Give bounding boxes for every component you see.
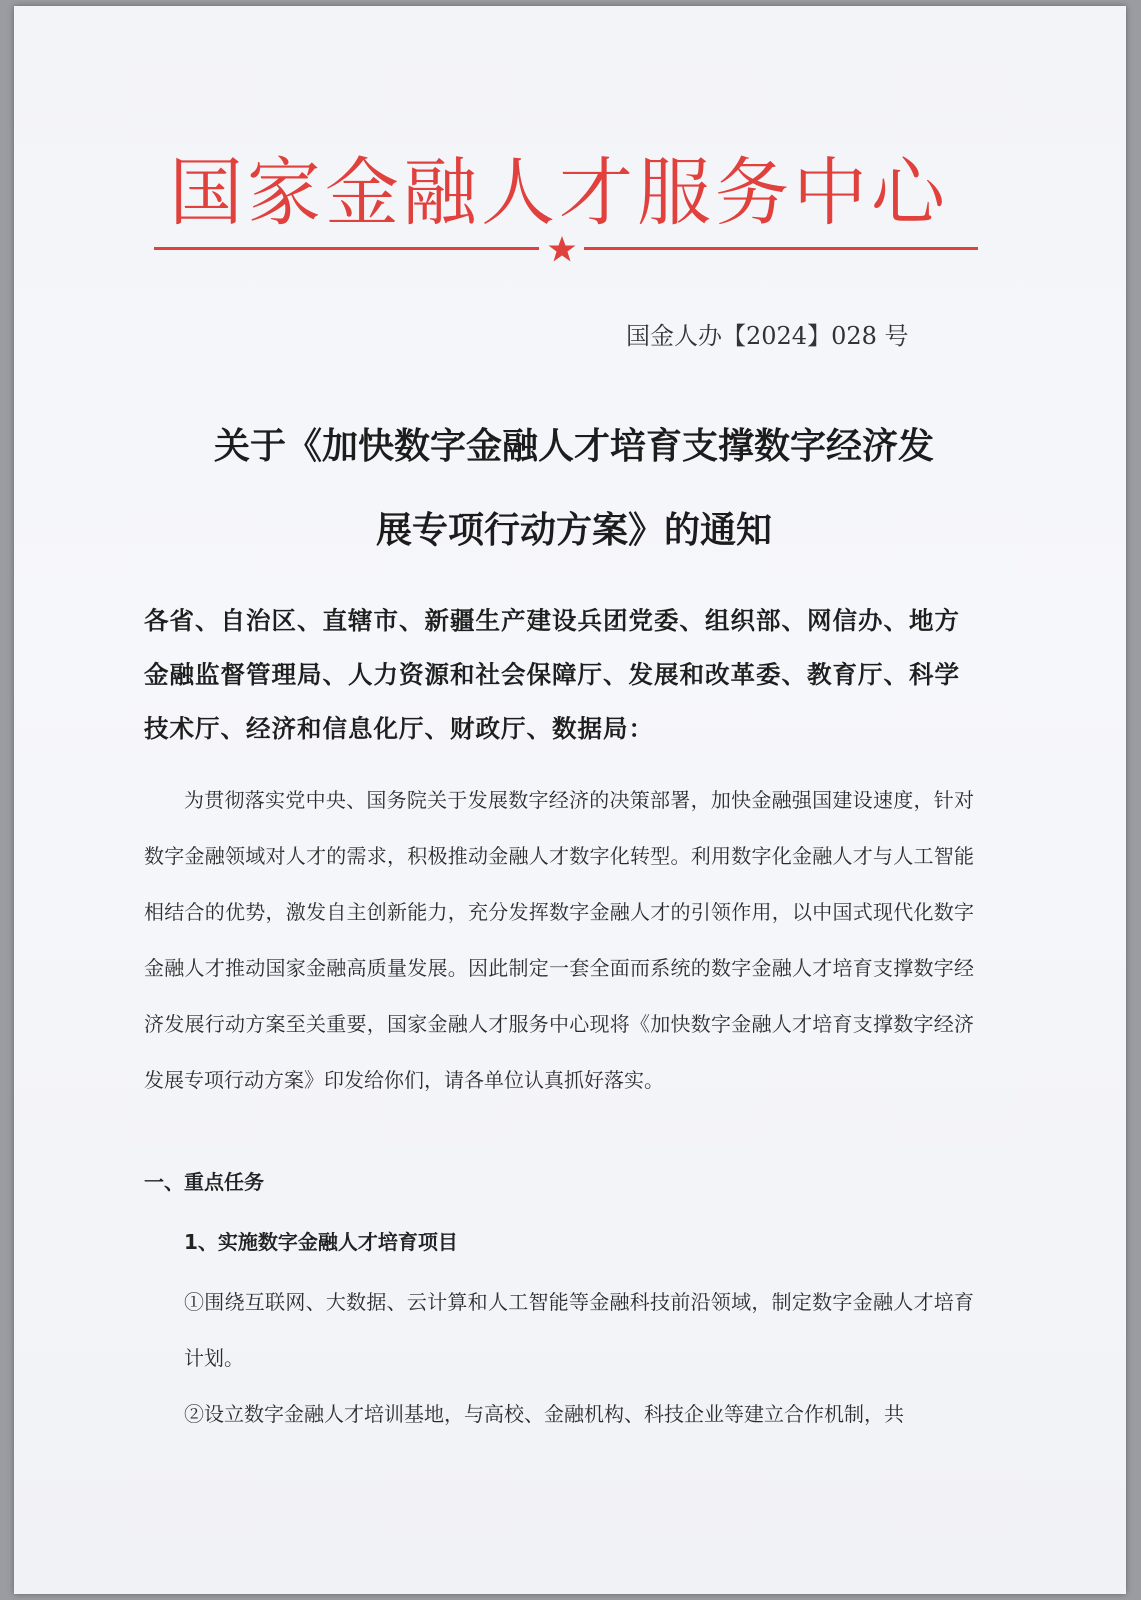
masthead-rule-left — [154, 247, 539, 250]
masthead-org-name: 国家金融人才服务中心 — [169, 150, 949, 236]
star-icon — [547, 234, 577, 264]
subsection-heading: 1、实施数字金融人才培育项目 — [184, 1230, 458, 1254]
list-item: ①围绕互联网、大数据、云计算和人工智能等金融科技前沿领域，制定数字金融人才培育计划。 — [184, 1290, 974, 1370]
document-title-line-2: 展专项行动方案》的通知 — [375, 510, 772, 551]
section-heading: 一、重点任务 — [144, 1170, 264, 1194]
document-page — [14, 6, 1126, 1594]
addressee: 各省、自治区、直辖市、新疆生产建设兵团党委、组织部、网信办、地方金融监督管理局、人力资源和社会保障厅、发展和改革委、教育厅、科学技术厅、经济和信息化厅、财政厅、数据局： — [144, 606, 960, 743]
masthead-rule-right — [584, 247, 978, 250]
document-title-line-1: 关于《加快数字金融人才培育支撑数字经济发 — [213, 426, 934, 467]
document-number: 国金人办【2024】028 号 — [626, 322, 909, 350]
body-paragraph: 为贯彻落实党中央、国务院关于发展数字经济的决策部署，加快金融强国建设速度，针对数字金融领域对人才的需求，积极推动金融人才数字化转型。利用数字化金融人才与人工智能相结合的优势，激发自主创新能力，充分发挥数字金融人才的引领作用，以中国式现代化数字金融人才推动国家金融高质量发展。因此制定一套全面而系统的数字金融人才培育支撑数字经济发展行动方案至关重要，国家金融人才服务中心现将《加快数字金融人才培育支撑数字经济发展专项行动方案》印发给你们，请各单位认真抓好落实。 — [144, 788, 974, 1092]
list-item: ②设立数字金融人才培训基地，与高校、金融机构、科技企业等建立合作机制，共 — [184, 1402, 904, 1426]
